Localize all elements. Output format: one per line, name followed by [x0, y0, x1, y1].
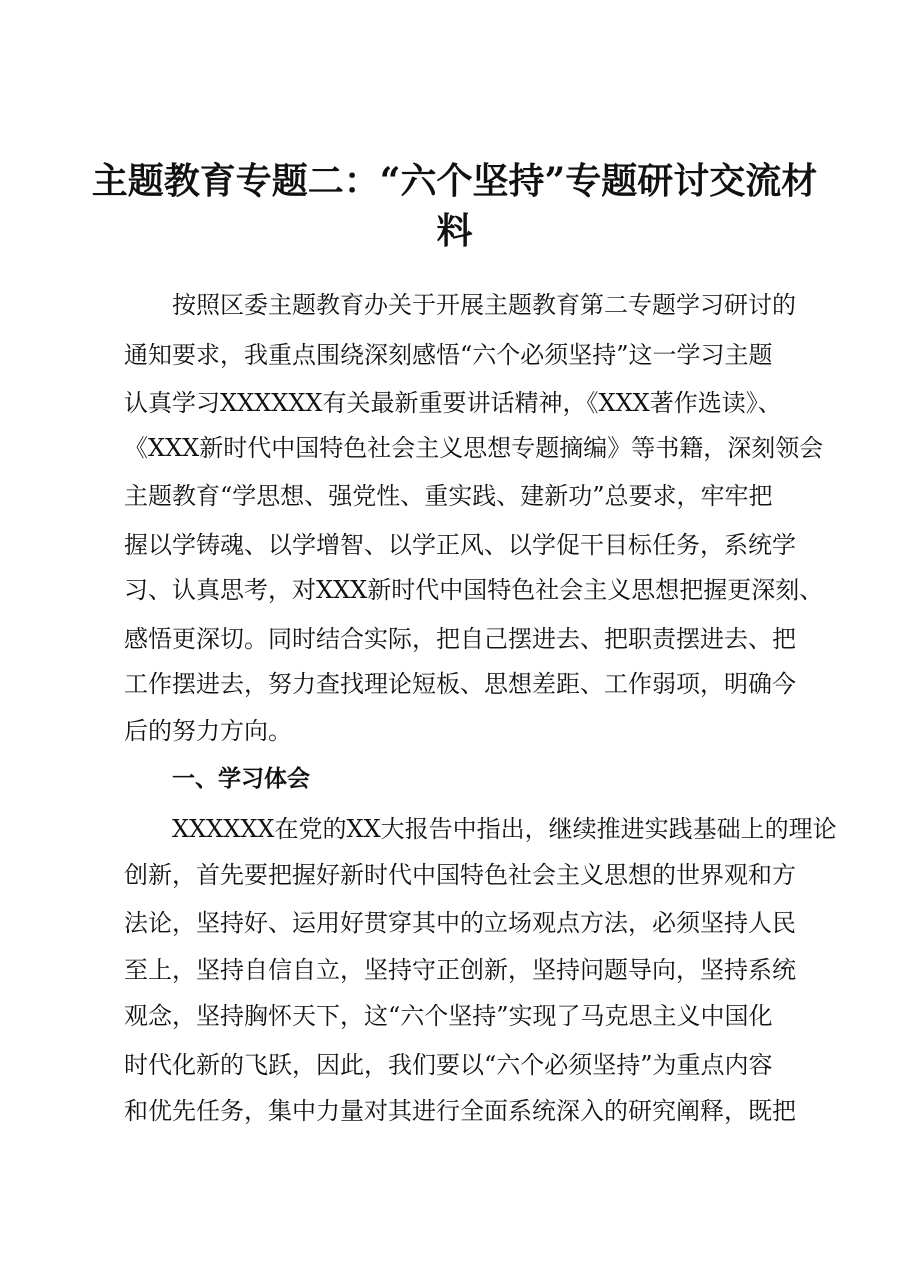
paragraph-1-line: 认真学习XXXXXX有关最新重要讲话精神，《XXX著作选读》、: [124, 389, 782, 417]
paragraph-1-line: 感悟更深切。同时结合实际，把自己摆进去、把职责摆进去、把: [124, 625, 796, 653]
paragraph-2-line: 时代化新的飞跃，因此，我们要以“六个必须坚持”为重点内容: [124, 1051, 773, 1079]
paragraph-2-line: 至上，坚持自信自立，坚持守正创新，坚持问题导向，坚持系统: [124, 956, 796, 984]
paragraph-2-line: 观念，坚持胸怀天下，这“六个坚持”实现了马克思主义中国化: [124, 1002, 773, 1030]
paragraph-1-line: 主题教育“学思想、强党性、重实践、建新功”总要求，牢牢把: [124, 482, 773, 510]
paragraph-2-line: 法论，坚持好、运用好贯穿其中的立场观点方法，必须坚持人民: [124, 909, 796, 937]
paragraph-2-line: 创新，首先要把握好新时代中国特色社会主义思想的世界观和方: [124, 861, 796, 889]
paragraph-1-line: 通知要求，我重点围绕深刻感悟“六个必须坚持”这一学习主题: [124, 341, 773, 369]
section-heading: 一、学习体会: [172, 766, 310, 792]
paragraph-1-line: 按照区委主题教育办关于开展主题教育第二专题学习研讨的: [172, 291, 796, 319]
paragraph-2-line: 和优先任务，集中力量对其进行全面系统深入的研究阐释，既把: [124, 1097, 796, 1125]
paragraph-1-line: 工作摆进去，努力查找理论短板、思想差距、工作弱项，明确今: [124, 670, 796, 698]
paragraph-1-line: 握以学铸魂、以学增智、以学正风、以学促干目标任务，系统学: [124, 531, 796, 559]
paragraph-1-line: 《XXX新时代中国特色社会主义思想专题摘编》等书籍，深刻领会: [124, 434, 824, 462]
paragraph-1-line: 习、认真思考，对XXX新时代中国特色社会主义思想把握更深刻、: [124, 576, 824, 604]
paragraph-1-line: 后的努力方向。: [124, 717, 292, 745]
document-title-line-2: 料: [436, 210, 473, 252]
paragraph-2-line: XXXXXX在党的XX大报告中指出，继续推进实践基础上的理论: [172, 815, 837, 843]
document-title-line-1: 主题教育专题二：“六个坚持”专题研讨交流材: [91, 160, 818, 202]
